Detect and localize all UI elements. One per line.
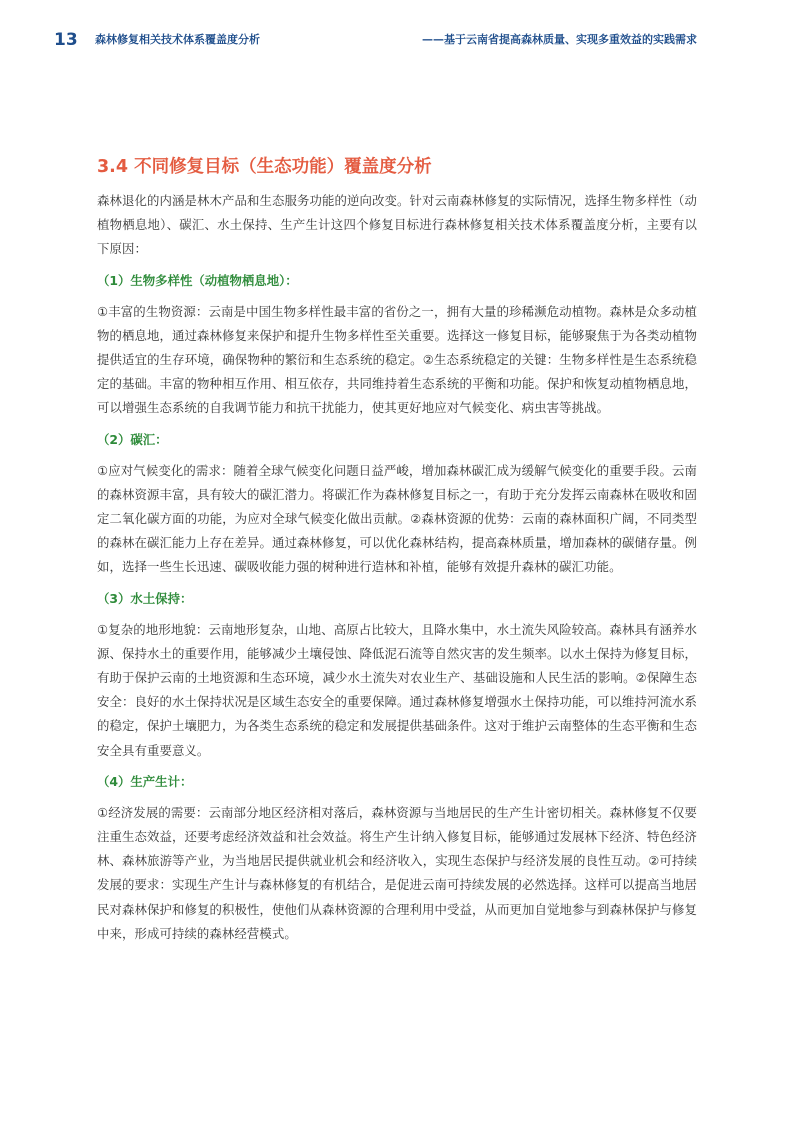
- main-content: [97, 155, 697, 946]
- subsection-text-biodiversity: ①丰富的生物资源：云南是中国生物多样性最丰富的省份之一，拥有大量的珍稀濒危动植物。森林是众多动植物的栖息地，通过森林修复来保护和提升生物多样性至关重要。选择这一修复目标，能够聚焦于为各类动植物提供适宜的生存环境，确保物种的繁衍和生态系统的稳定。②生态系统稳定的关键：生物多样性是生态系统稳定的基础。丰富的物种相互作用、相互依存，共同维持着生态系统的平衡和功能。保护和恢复动植物栖息地，可以增强生态系统的自我调节能力和抗干扰能力，使其更好地应对气候变化、病虫害等挑战。: [97, 303, 697, 416]
- subsection-text-soil-water: ①复杂的地形地貌：云南地形复杂，山地、高原占比较大，且降水集中，水土流失风险较高。森林具有涵养水源、保持水土的重要作用，能够减少土壤侵蚀、降低泥石流等自然灾害的发生频率。以水土保持为修复目标，有助于保护云南的土地资源和生态环境，减少水土流失对农业生产、基础设施和人民生活的影响。②保障生态安全：良好的水土保持状况是区域生态安全的重要保障。通过森林修复增强水土保持功能，可以维持河流水系的稳定，保护土壤肥力，为各类生态系统的稳定和发展提供基础条件。这对于维护云南整体的生态平衡和生态安全具有重要意义。: [97, 621, 697, 758]
- page-header: [0, 30, 793, 50]
- subsection-heading-soil-water: （3）水土保持：: [97, 590, 193, 606]
- section-title: 3.4 不同修复目标（生态功能）覆盖度分析: [97, 157, 432, 177]
- subsection-heading-livelihood: （4）生产生计：: [97, 773, 193, 789]
- document-title: 森林修复相关技术体系覆盖度分析: [95, 33, 260, 46]
- subsection-heading-carbon-sink: （2）碳汇：: [97, 431, 168, 447]
- subsection-heading-biodiversity: （1）生物多样性（动植物栖息地）：: [97, 272, 298, 288]
- subsection-text-livelihood: ①经济发展的需要：云南部分地区经济相对落后，森林资源与当地居民的生产生计密切相关。森林修复不仅要注重生态效益，还要考虑经济效益和社会效益。将生产生计纳入修复目标，能够通过发展林下经济、特色经济林、森林旅游等产业，为当地居民提供就业机会和经济收入，实现生态保护与经济发展的良性互动。②可持续发展的要求：实现生产生计与森林修复的有机结合，是促进云南可持续发展的必然选择。这样可以提高当地居民对森林保护和修复的积极性，使他们从森林资源的合理利用中受益，从而更加自觉地参与到森林保护与修复中来，形成可持续的森林经营模式。: [97, 804, 697, 941]
- document-subtitle: ——基于云南省提高森林质量、实现多重效益的实践需求: [422, 33, 697, 46]
- intro-paragraph: 森林退化的内涵是林木产品和生态服务功能的逆向改变。针对云南森林修复的实际情况，选择生物多样性（动植物栖息地）、碳汇、水土保持、生产生计这四个修复目标进行森林修复相关技术体系覆盖度分析，主要有以下原因：: [97, 193, 697, 257]
- page-number: 13: [54, 30, 78, 50]
- subsection-text-carbon-sink: ①应对气候变化的需求：随着全球气候变化问题日益严峻，增加森林碳汇成为缓解气候变化的重要手段。云南的森林资源丰富，具有较大的碳汇潜力。将碳汇作为森林修复目标之一，有助于充分发挥云南森林在吸收和固定二氧化碳方面的功能，为应对全球气候变化做出贡献。②森林资源的优势：云南的森林面积广阔，不同类型的森林在碳汇能力上存在差异。通过森林修复，可以优化森林结构，提高森林质量，增加森林的碳储存量。例如，选择一些生长迅速、碳吸收能力强的树种进行造林和补植，能够有效提升森林的碳汇功能。: [97, 462, 697, 575]
